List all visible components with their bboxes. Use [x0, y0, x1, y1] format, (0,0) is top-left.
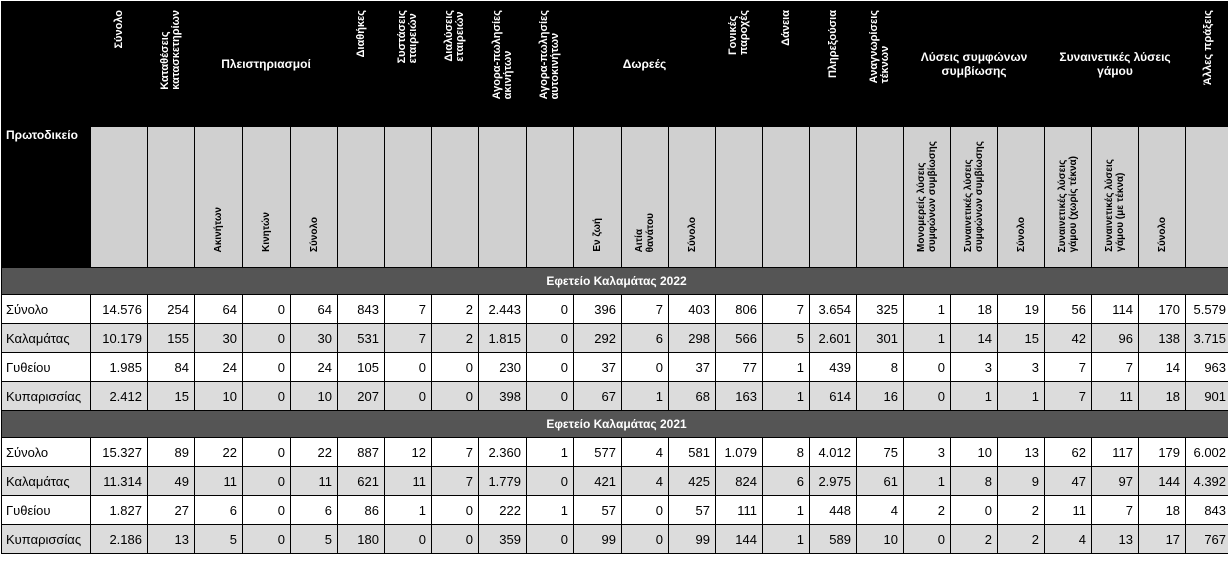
value-cell: 17	[1139, 525, 1186, 554]
value-cell: 577	[574, 438, 622, 467]
value-cell: 1.779	[479, 467, 527, 496]
value-cell: 1	[763, 525, 810, 554]
value-cell: 7	[1092, 496, 1139, 525]
table-row	[2, 496, 1228, 525]
auctions-header-label: Πλειστηριασμοί	[221, 57, 311, 71]
value-cell: 86	[338, 496, 385, 525]
value-cell: 1	[998, 382, 1045, 411]
company-formations-header-label: Συστάσεις εταιρειών	[396, 10, 419, 64]
donations-header-label: Δωρεές	[622, 57, 667, 71]
statistics-table	[1, 1, 1228, 554]
table-row	[2, 525, 1228, 554]
value-cell: 2	[432, 295, 479, 324]
value-cell: 138	[1139, 324, 1186, 353]
value-cell: 325	[857, 295, 904, 324]
value-cell: 0	[527, 353, 574, 382]
value-cell: 0	[243, 467, 291, 496]
value-cell: 0	[243, 382, 291, 411]
court-name-cell: Σύνολο	[2, 438, 91, 467]
value-cell: 207	[338, 382, 385, 411]
value-cell: 292	[574, 324, 622, 353]
value-cell: 439	[810, 353, 857, 382]
value-cell: 49	[148, 467, 195, 496]
court-name-cell: Γυθείου	[2, 496, 91, 525]
court-name-cell: Γυθείου	[2, 353, 91, 382]
value-cell: 18	[951, 295, 998, 324]
property-subheader	[195, 127, 243, 268]
value-cell: 0	[243, 295, 291, 324]
value-cell: 68	[669, 382, 716, 411]
section-title: Εφετείο Καλαμάτας 2022	[2, 268, 1228, 295]
subheader-empty	[148, 127, 195, 268]
value-cell: 6.002	[1186, 438, 1228, 467]
section-title: Εφετείο Καλαμάτας 2021	[2, 411, 1228, 438]
value-cell: 901	[1186, 382, 1228, 411]
subheader-empty	[338, 127, 385, 268]
consensual-divorces-header-label: Συναινετικές λύσεις γάμου	[1059, 50, 1171, 78]
value-cell: 180	[338, 525, 385, 554]
movables-subheader	[243, 127, 291, 268]
value-cell: 824	[716, 467, 763, 496]
value-cell: 3	[904, 438, 951, 467]
other-header-label: Άλλες πράξεις	[1202, 10, 1215, 86]
car-sales-header-label: Αγορα-πωλησίες αυτοκινήτων	[538, 10, 561, 100]
value-cell: 4	[1045, 525, 1092, 554]
divorce-no-kids-subheader-label: Συναινετικές λύσεις γάμου (χωρίς τέκνα)	[1057, 155, 1079, 252]
power-of-attorney-header	[810, 2, 857, 127]
value-cell: 12	[385, 438, 432, 467]
parental-grants-header	[716, 2, 763, 127]
value-cell: 30	[195, 324, 243, 353]
value-cell: 47	[1045, 467, 1092, 496]
value-cell: 621	[338, 467, 385, 496]
mortis-causa-subheader-label: Αιτία θανάτου	[634, 212, 656, 252]
value-cell: 4.392	[1186, 467, 1228, 496]
value-cell: 2.360	[479, 438, 527, 467]
value-cell: 75	[857, 438, 904, 467]
subheader-row	[2, 127, 1228, 268]
consensual-cohab-subheader	[951, 127, 998, 268]
value-cell: 5	[195, 525, 243, 554]
company-dissolutions-header	[432, 2, 479, 127]
table-row	[2, 467, 1228, 496]
value-cell: 2.975	[810, 467, 857, 496]
value-cell: 27	[148, 496, 195, 525]
value-cell: 421	[574, 467, 622, 496]
value-cell: 3	[951, 353, 998, 382]
value-cell: 7	[432, 438, 479, 467]
value-cell: 8	[951, 467, 998, 496]
value-cell: 97	[1092, 467, 1139, 496]
value-cell: 24	[195, 353, 243, 382]
divorce-total-subheader-label: Σύνολο	[1156, 216, 1168, 252]
value-cell: 0	[527, 525, 574, 554]
subheader-empty	[527, 127, 574, 268]
value-cell: 806	[716, 295, 763, 324]
value-cell: 11	[385, 467, 432, 496]
property-sales-header	[479, 2, 527, 127]
value-cell: 13	[148, 525, 195, 554]
value-cell: 56	[1045, 295, 1092, 324]
value-cell: 10	[195, 382, 243, 411]
table-body	[2, 268, 1228, 554]
subheader-empty	[385, 127, 432, 268]
court-header-label: Πρωτοδικείο	[6, 127, 78, 142]
value-cell: 7	[1092, 353, 1139, 382]
subheader-empty	[91, 127, 148, 268]
value-cell: 99	[669, 525, 716, 554]
value-cell: 6	[195, 496, 243, 525]
value-cell: 2.443	[479, 295, 527, 324]
value-cell: 0	[527, 324, 574, 353]
other-header	[1186, 2, 1228, 127]
consensual-divorces-header	[1045, 2, 1186, 127]
value-cell: 298	[669, 324, 716, 353]
value-cell: 8	[857, 353, 904, 382]
court-name-cell: Κυπαρισσίας	[2, 525, 91, 554]
value-cell: 16	[857, 382, 904, 411]
value-cell: 1	[527, 438, 574, 467]
value-cell: 4	[857, 496, 904, 525]
value-cell: 6	[291, 496, 338, 525]
value-cell: 7	[432, 467, 479, 496]
value-cell: 0	[527, 295, 574, 324]
value-cell: 170	[1139, 295, 1186, 324]
value-cell: 57	[574, 496, 622, 525]
value-cell: 398	[479, 382, 527, 411]
subheader-empty	[763, 127, 810, 268]
divorce-kids-subheader	[1092, 127, 1139, 268]
value-cell: 425	[669, 467, 716, 496]
value-cell: 117	[1092, 438, 1139, 467]
mortis-causa-subheader	[622, 127, 669, 268]
child-recognitions-header-label: Αναγνωρίσεις τέκνων	[868, 10, 891, 84]
value-cell: 2.186	[91, 525, 148, 554]
value-cell: 0	[527, 382, 574, 411]
value-cell: 887	[338, 438, 385, 467]
unilateral-cohab-subheader	[904, 127, 951, 268]
value-cell: 8	[763, 438, 810, 467]
section-row	[2, 411, 1228, 438]
donations-total-subheader-label: Σύνολο	[686, 216, 698, 252]
value-cell: 57	[669, 496, 716, 525]
value-cell: 581	[669, 438, 716, 467]
value-cell: 0	[243, 496, 291, 525]
power-of-attorney-header-label: Πληρεξούσια	[826, 10, 839, 79]
total-header-label: Σύνολο	[112, 10, 125, 49]
value-cell: 2	[998, 496, 1045, 525]
value-cell: 1	[951, 382, 998, 411]
property-subheader-label: Ακινήτων	[213, 206, 224, 252]
value-cell: 0	[622, 353, 669, 382]
value-cell: 1	[527, 496, 574, 525]
company-formations-header	[385, 2, 432, 127]
section-row	[2, 268, 1228, 295]
value-cell: 9	[998, 467, 1045, 496]
divorce-no-kids-subheader	[1045, 127, 1092, 268]
value-cell: 0	[622, 496, 669, 525]
value-cell: 13	[998, 438, 1045, 467]
subheader-empty	[810, 127, 857, 268]
court-header	[2, 2, 91, 268]
value-cell: 99	[574, 525, 622, 554]
value-cell: 155	[148, 324, 195, 353]
subheader-empty	[857, 127, 904, 268]
donations-header	[574, 2, 716, 127]
value-cell: 11	[1092, 382, 1139, 411]
table-row	[2, 438, 1228, 467]
value-cell: 11	[195, 467, 243, 496]
value-cell: 2	[998, 525, 1045, 554]
table-row	[2, 295, 1228, 324]
child-recognitions-header	[857, 2, 904, 127]
value-cell: 0	[243, 324, 291, 353]
value-cell: 1	[763, 382, 810, 411]
value-cell: 589	[810, 525, 857, 554]
value-cell: 963	[1186, 353, 1228, 382]
value-cell: 1.079	[716, 438, 763, 467]
value-cell: 2.412	[91, 382, 148, 411]
inter-vivos-subheader	[574, 127, 622, 268]
subheader-empty	[432, 127, 479, 268]
wills-header	[338, 2, 385, 127]
value-cell: 96	[1092, 324, 1139, 353]
value-cell: 7	[1045, 382, 1092, 411]
value-cell: 1	[763, 496, 810, 525]
value-cell: 15	[148, 382, 195, 411]
value-cell: 230	[479, 353, 527, 382]
value-cell: 89	[148, 438, 195, 467]
value-cell: 0	[432, 496, 479, 525]
value-cell: 0	[243, 438, 291, 467]
value-cell: 37	[669, 353, 716, 382]
value-cell: 0	[432, 525, 479, 554]
donations-total-subheader	[669, 127, 716, 268]
value-cell: 2.601	[810, 324, 857, 353]
value-cell: 2	[951, 525, 998, 554]
value-cell: 7	[763, 295, 810, 324]
value-cell: 0	[904, 382, 951, 411]
court-name-cell: Καλαμάτας	[2, 324, 91, 353]
value-cell: 566	[716, 324, 763, 353]
value-cell: 1.985	[91, 353, 148, 382]
value-cell: 13	[1092, 525, 1139, 554]
loans-header	[763, 2, 810, 127]
value-cell: 359	[479, 525, 527, 554]
value-cell: 396	[574, 295, 622, 324]
value-cell: 22	[195, 438, 243, 467]
value-cell: 10	[951, 438, 998, 467]
cohab-total-subheader-label: Σύνολο	[1015, 216, 1027, 252]
value-cell: 6	[763, 467, 810, 496]
value-cell: 0	[622, 525, 669, 554]
value-cell: 5	[763, 324, 810, 353]
value-cell: 11.314	[91, 467, 148, 496]
court-name-cell: Καλαμάτας	[2, 467, 91, 496]
auctions-total-subheader	[291, 127, 338, 268]
value-cell: 7	[385, 295, 432, 324]
property-sales-header-label: Αγορα-πωλησίες ακινήτων	[490, 10, 514, 100]
company-dissolutions-header-label: Διαλύσεις εταιρειών	[443, 10, 466, 62]
value-cell: 179	[1139, 438, 1186, 467]
value-cell: 531	[338, 324, 385, 353]
value-cell: 10.179	[91, 324, 148, 353]
court-name-cell: Κυπαρισσίας	[2, 382, 91, 411]
table-row	[2, 382, 1228, 411]
value-cell: 10	[291, 382, 338, 411]
value-cell: 1.815	[479, 324, 527, 353]
value-cell: 254	[148, 295, 195, 324]
value-cell: 19	[998, 295, 1045, 324]
value-cell: 6	[622, 324, 669, 353]
value-cell: 448	[810, 496, 857, 525]
cohabitation-dissolutions-header	[904, 2, 1045, 127]
value-cell: 0	[385, 382, 432, 411]
value-cell: 843	[338, 295, 385, 324]
divorce-kids-subheader-label: Συναινετικές λύσεις γάμου (με τέκνα)	[1104, 159, 1126, 252]
value-cell: 11	[291, 467, 338, 496]
value-cell: 42	[1045, 324, 1092, 353]
value-cell: 0	[904, 353, 951, 382]
value-cell: 37	[574, 353, 622, 382]
value-cell: 0	[904, 525, 951, 554]
value-cell: 0	[432, 382, 479, 411]
parental-grants-header-label: Γονικές παροχές	[727, 10, 750, 56]
value-cell: 0	[385, 525, 432, 554]
value-cell: 64	[291, 295, 338, 324]
value-cell: 1	[904, 324, 951, 353]
total-header	[91, 2, 148, 127]
value-cell: 7	[1045, 353, 1092, 382]
auctions-header	[195, 2, 338, 127]
subheader-empty	[716, 127, 763, 268]
value-cell: 15	[998, 324, 1045, 353]
divorce-total-subheader	[1139, 127, 1186, 268]
value-cell: 7	[622, 295, 669, 324]
value-cell: 7	[385, 324, 432, 353]
value-cell: 0	[385, 353, 432, 382]
value-cell: 24	[291, 353, 338, 382]
car-sales-header	[527, 2, 574, 127]
value-cell: 0	[432, 353, 479, 382]
value-cell: 1	[763, 353, 810, 382]
value-cell: 105	[338, 353, 385, 382]
deposits-header	[148, 2, 195, 127]
header-row	[2, 2, 1228, 127]
value-cell: 843	[1186, 496, 1228, 525]
value-cell: 767	[1186, 525, 1228, 554]
value-cell: 77	[716, 353, 763, 382]
value-cell: 3	[998, 353, 1045, 382]
value-cell: 301	[857, 324, 904, 353]
court-name-cell: Σύνολο	[2, 295, 91, 324]
auctions-total-subheader-label: Σύνολο	[308, 216, 320, 252]
value-cell: 1	[385, 496, 432, 525]
value-cell: 64	[195, 295, 243, 324]
value-cell: 403	[669, 295, 716, 324]
value-cell: 4	[622, 467, 669, 496]
value-cell: 0	[951, 496, 998, 525]
value-cell: 18	[1139, 496, 1186, 525]
value-cell: 14.576	[91, 295, 148, 324]
value-cell: 18	[1139, 382, 1186, 411]
value-cell: 1	[904, 295, 951, 324]
value-cell: 2	[432, 324, 479, 353]
inter-vivos-subheader-label: Εν ζωή	[592, 218, 603, 252]
value-cell: 163	[716, 382, 763, 411]
value-cell: 222	[479, 496, 527, 525]
value-cell: 144	[1139, 467, 1186, 496]
value-cell: 1	[622, 382, 669, 411]
loans-header-label: Δάνεια	[779, 10, 792, 46]
value-cell: 4.012	[810, 438, 857, 467]
value-cell: 3.654	[810, 295, 857, 324]
value-cell: 2	[904, 496, 951, 525]
value-cell: 4	[622, 438, 669, 467]
table-row	[2, 353, 1228, 382]
consensual-cohab-subheader-label: Συναινετικές λύσεις συμφώνων συμβίωσης	[963, 141, 985, 252]
value-cell: 61	[857, 467, 904, 496]
deposits-header-label: Καταθέσεις κατασκετηρίων	[159, 10, 182, 90]
value-cell: 111	[716, 496, 763, 525]
value-cell: 10	[857, 525, 904, 554]
value-cell: 5.579	[1186, 295, 1228, 324]
subheader-empty	[479, 127, 527, 268]
subheader-empty	[1186, 127, 1228, 268]
table-row	[2, 324, 1228, 353]
wills-header-label: Διαθήκες	[354, 10, 367, 58]
cohabitation-dissolutions-header-label: Λύσεις συμφώνων συμβίωσης	[920, 50, 1028, 78]
value-cell: 5	[291, 525, 338, 554]
value-cell: 1	[904, 467, 951, 496]
value-cell: 614	[810, 382, 857, 411]
value-cell: 114	[1092, 295, 1139, 324]
value-cell: 3.715	[1186, 324, 1228, 353]
value-cell: 0	[243, 525, 291, 554]
value-cell: 14	[951, 324, 998, 353]
unilateral-cohab-subheader-label: Μονομερείς λύσεις συμφώνων συμβίωσης	[916, 141, 938, 252]
value-cell: 1.827	[91, 496, 148, 525]
value-cell: 62	[1045, 438, 1092, 467]
value-cell: 84	[148, 353, 195, 382]
cohab-total-subheader	[998, 127, 1045, 268]
value-cell: 0	[243, 353, 291, 382]
value-cell: 22	[291, 438, 338, 467]
movables-subheader-label: Κινητών	[261, 212, 272, 252]
value-cell: 14	[1139, 353, 1186, 382]
value-cell: 11	[1045, 496, 1092, 525]
value-cell: 15.327	[91, 438, 148, 467]
value-cell: 144	[716, 525, 763, 554]
value-cell: 30	[291, 324, 338, 353]
value-cell: 67	[574, 382, 622, 411]
value-cell: 0	[527, 467, 574, 496]
